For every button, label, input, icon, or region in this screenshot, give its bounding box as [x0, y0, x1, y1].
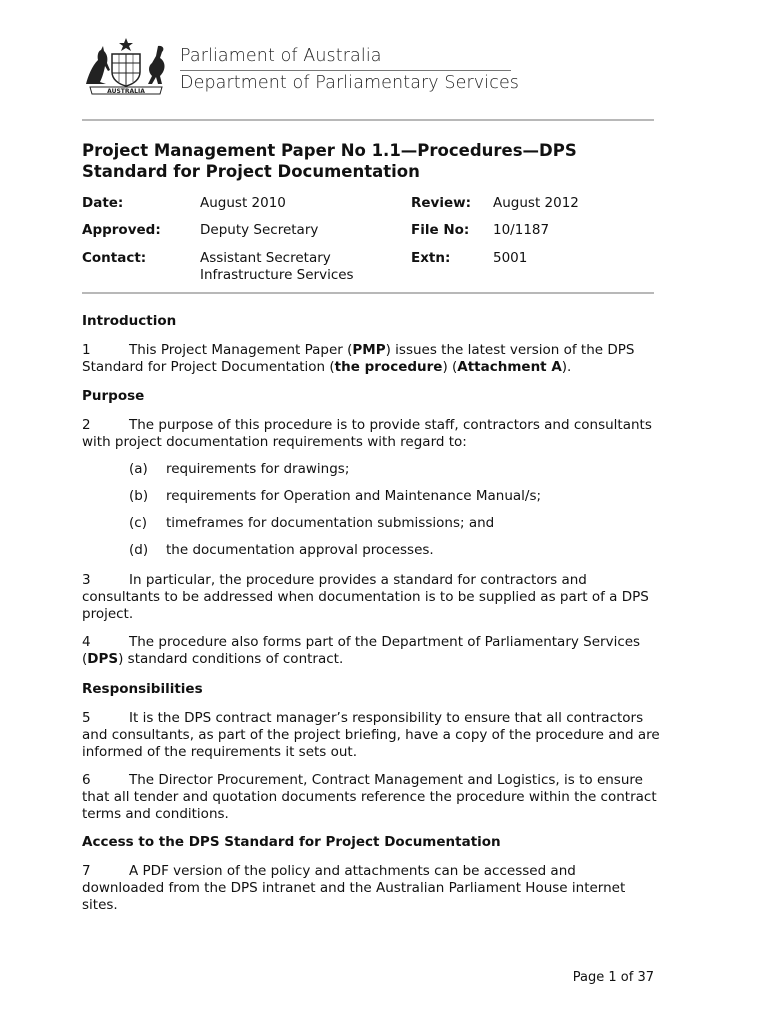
- meta-rule: [82, 292, 654, 294]
- list-item: [129, 542, 434, 558]
- heading-access: Access to the DPS Standard for Project Documentation: [82, 834, 501, 850]
- term-dps: DPS: [87, 651, 119, 667]
- heading-responsibilities: Responsibilities: [82, 681, 203, 697]
- paragraph-text: ) (: [442, 359, 458, 375]
- fileno-label: File No:: [411, 222, 470, 238]
- paragraph-number: 2: [82, 417, 91, 433]
- paragraph-text: The procedure also forms part of the Department of Parliamentary Services (: [82, 634, 641, 667]
- paragraph-5: [82, 710, 660, 761]
- paragraph-text: In particular, the procedure provides a standard for contractors and consultants to be addressed when documentation is to be supplied as part of a DPS project.: [82, 572, 649, 622]
- org-name-line1: Parliament of Australia: [180, 46, 382, 66]
- paragraph-text: ).: [561, 359, 572, 375]
- list-letter: (d): [129, 542, 149, 558]
- list-letter: (b): [129, 488, 149, 504]
- review-label: Review:: [411, 195, 472, 211]
- approved-label: Approved:: [82, 222, 161, 238]
- term-procedure: the procedure: [334, 359, 443, 375]
- list-text: the documentation approval processes.: [166, 542, 434, 558]
- coat-of-arms-icon: [80, 36, 172, 96]
- heading-introduction: Introduction: [82, 313, 177, 329]
- date-value: August 2010: [200, 195, 286, 211]
- paragraph-7: [82, 863, 660, 914]
- contact-value-line1: Assistant Secretary: [200, 250, 331, 266]
- list-item: [129, 488, 541, 504]
- paragraph-number: 3: [82, 572, 91, 588]
- paragraph-3: [82, 572, 660, 623]
- paragraph-text: It is the DPS contract manager’s responsibility to ensure that all contractors and consultants, as part of the project briefing, have a copy of the procedure and are informed of the requirements it sets out.: [82, 710, 660, 760]
- crest-motto: AUSTRALIA: [107, 88, 145, 95]
- fileno-value: 10/1187: [493, 222, 550, 238]
- list-item: [129, 461, 349, 477]
- date-label: Date:: [82, 195, 124, 211]
- paragraph-text: ) issues the latest version of the DPS Standard for Project Documentation (: [82, 342, 635, 375]
- list-letter: (a): [129, 461, 148, 477]
- term-attachment-a: Attachment A: [457, 359, 562, 375]
- paragraph-number: 6: [82, 772, 91, 788]
- contact-label: Contact:: [82, 250, 147, 266]
- extn-label: Extn:: [411, 250, 451, 266]
- approved-value: Deputy Secretary: [200, 222, 319, 238]
- extn-value: 5001: [493, 250, 528, 266]
- paragraph-number: 5: [82, 710, 91, 726]
- paragraph-2: [82, 417, 660, 451]
- heading-purpose: Purpose: [82, 388, 145, 404]
- header-rule: [82, 119, 654, 121]
- paragraph-text: ) standard conditions of contract.: [118, 651, 344, 667]
- paragraph-number: 1: [82, 342, 91, 358]
- list-letter: (c): [129, 515, 147, 531]
- org-name-line2: Department of Parliamentary Services: [180, 73, 520, 93]
- paragraph-number: 7: [82, 863, 91, 879]
- paragraph-text: A PDF version of the policy and attachments can be accessed and downloaded from the DPS intranet and the Australian Parliament House internet sites.: [82, 863, 626, 913]
- paragraph-number: 4: [82, 634, 91, 650]
- page-number: Page 1 of 37: [572, 970, 654, 985]
- paragraph-6: [82, 772, 660, 823]
- list-text: requirements for drawings;: [166, 461, 350, 477]
- paragraph-text: This Project Management Paper (: [129, 342, 353, 358]
- contact-value-line2: Infrastructure Services: [200, 267, 354, 283]
- term-pmp: PMP: [352, 342, 386, 358]
- paragraph-1: [82, 342, 660, 376]
- paragraph-text: The purpose of this procedure is to provide staff, contractors and consultants with project documentation requirements with regard to:: [82, 417, 652, 450]
- list-item: [129, 515, 494, 531]
- paragraph-4: [82, 634, 660, 668]
- document-title: Project Management Paper No 1.1—Procedures—DPS Standard for Project Documentation: [82, 141, 577, 181]
- review-value: August 2012: [493, 195, 579, 211]
- list-text: timeframes for documentation submissions; and: [166, 515, 495, 531]
- org-divider: [180, 70, 511, 71]
- list-text: requirements for Operation and Maintenance Manual/s;: [166, 488, 542, 504]
- paragraph-text: The Director Procurement, Contract Management and Logistics, is to ensure that all tender and quotation documents reference the procedure within the contract terms and conditions.: [82, 772, 657, 822]
